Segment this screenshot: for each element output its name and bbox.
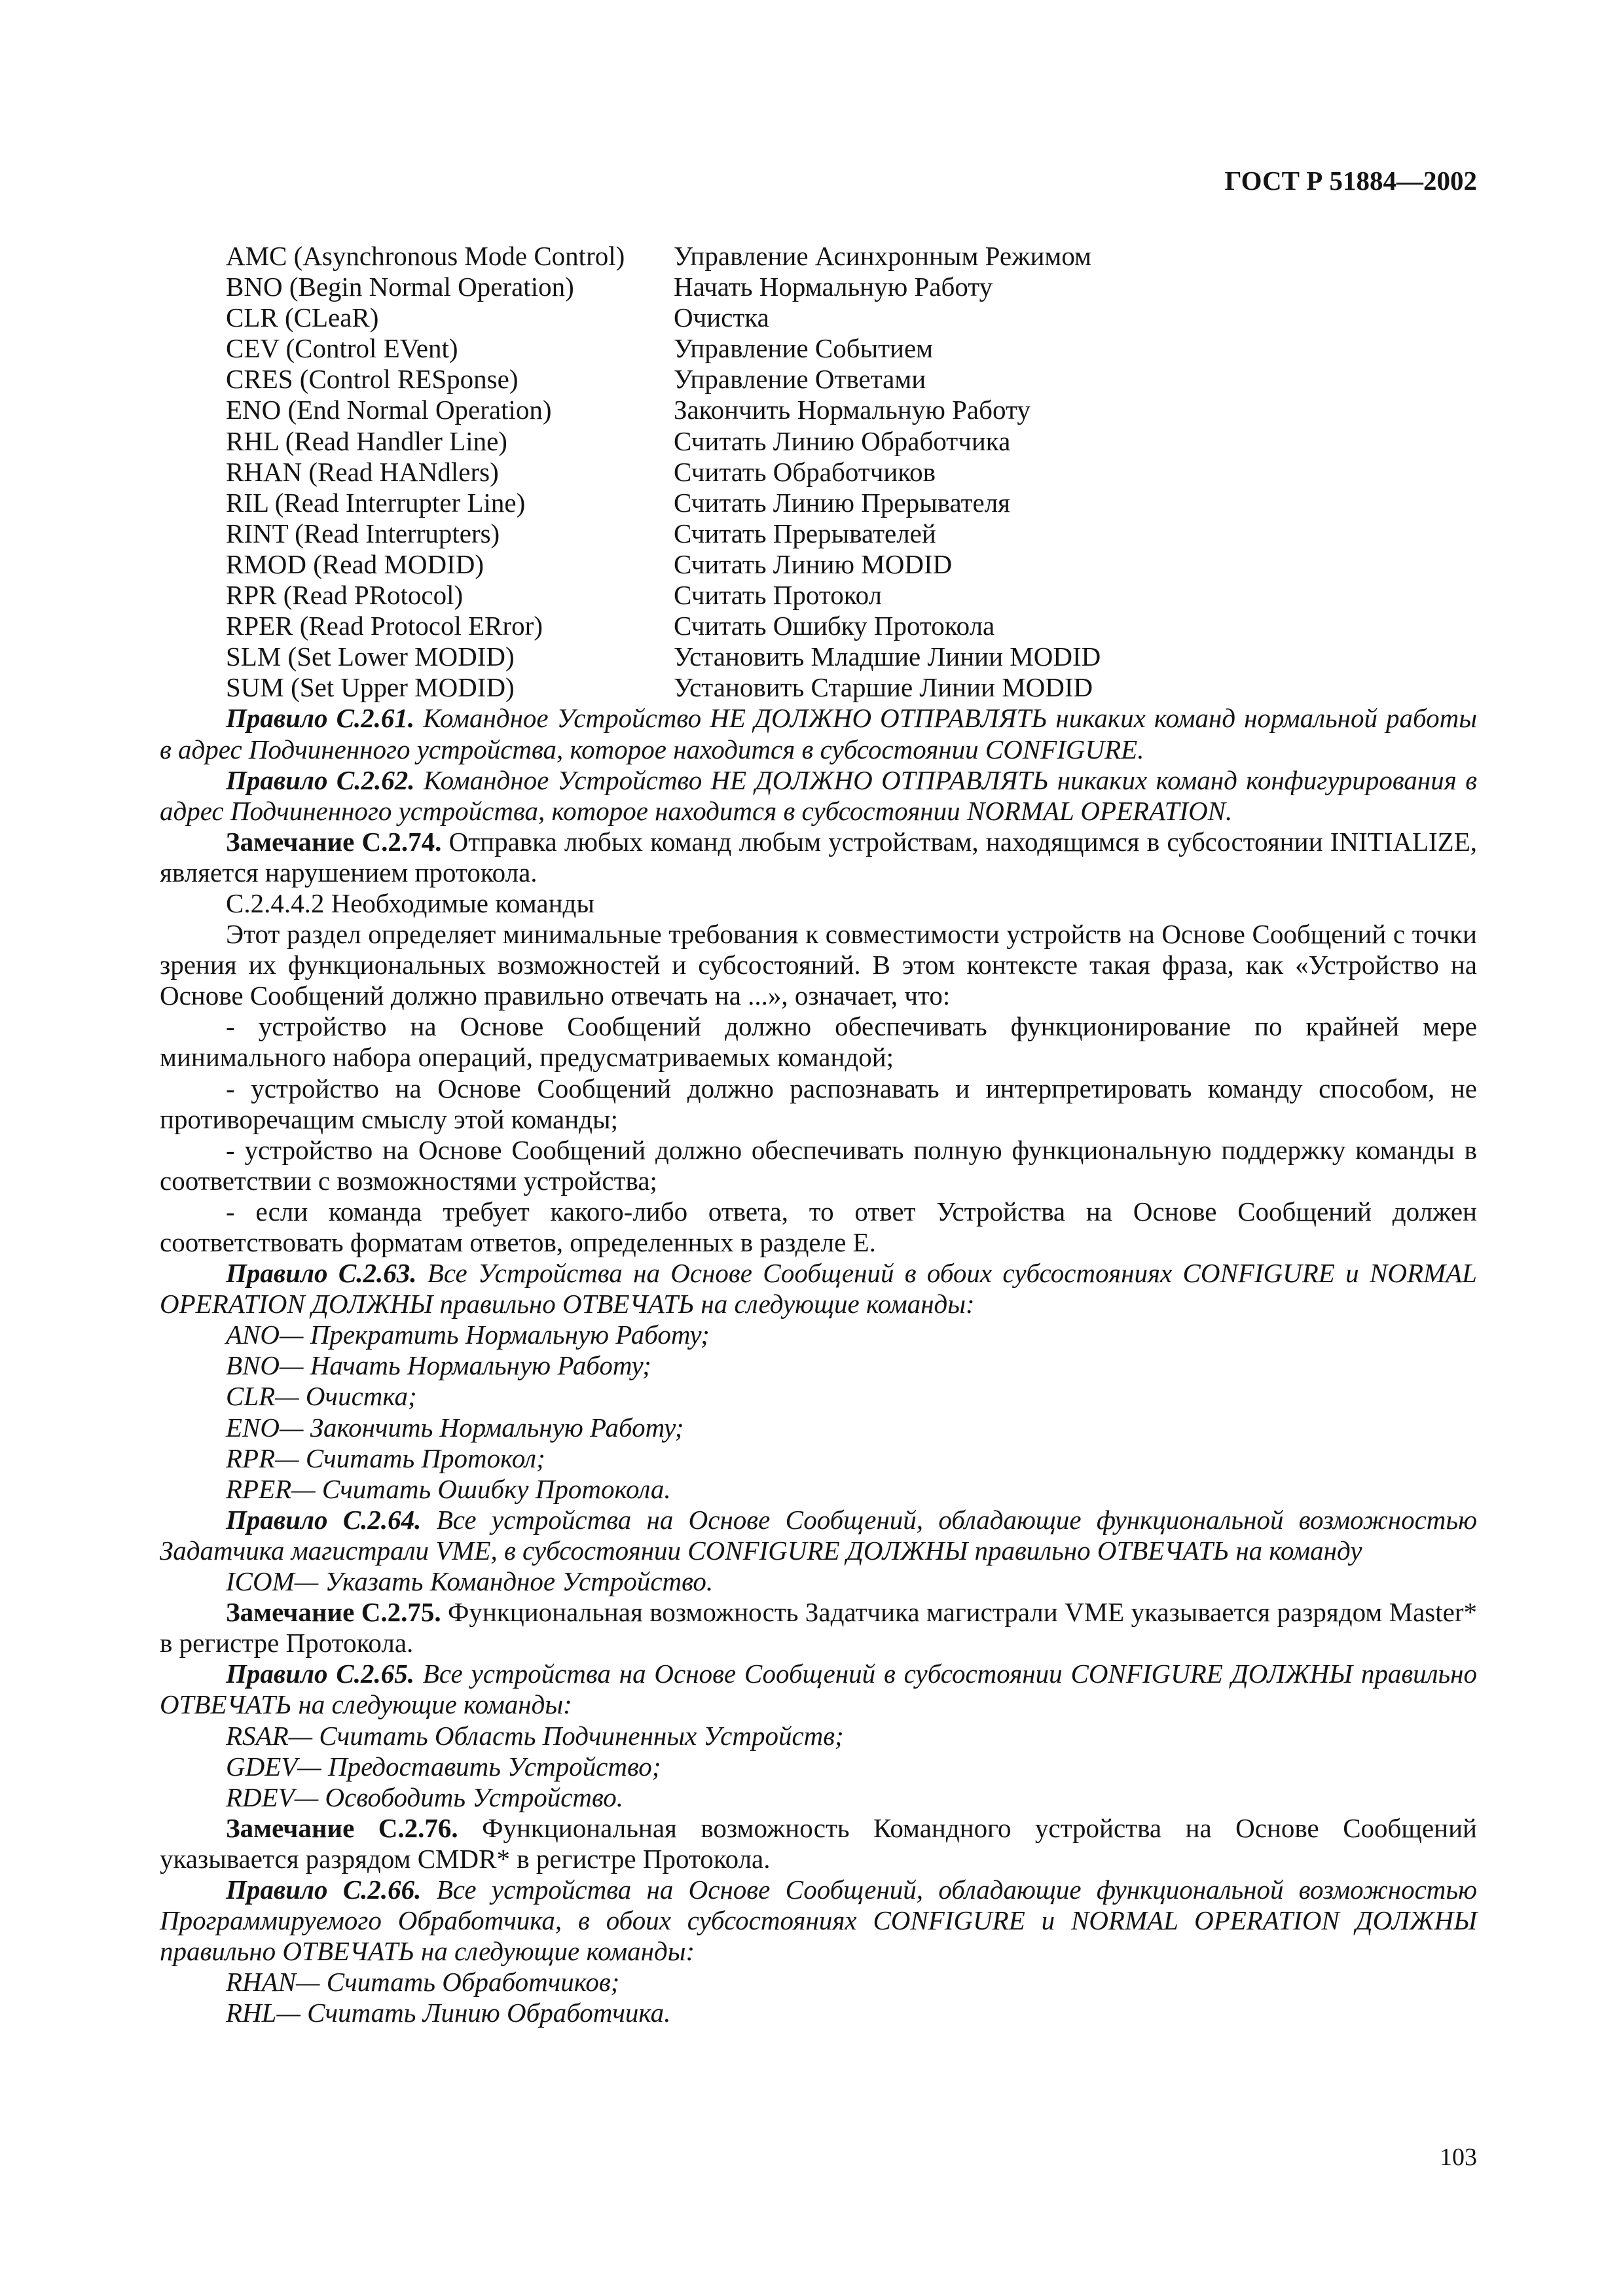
rule-label: Правило С.2.64. xyxy=(226,1504,422,1535)
term-row xyxy=(160,272,1477,302)
note-text: Функциональная возможность Задатчика магистрали VME указывается разрядом Master* в регистре Протокола. xyxy=(160,1597,1477,1659)
rule-label: Правило С.2.66. xyxy=(226,1874,422,1905)
term-row xyxy=(160,580,1477,611)
section-heading: С.2.4.4.2 Необходимые команды xyxy=(226,888,594,918)
term-translation: Очистка xyxy=(674,302,769,333)
term-abbreviation: RHL (Read Handler Line) xyxy=(226,425,507,456)
rule-c264 xyxy=(160,1505,1477,1566)
term-translation: Считать Обработчиков xyxy=(674,456,936,487)
page-content xyxy=(160,241,1477,2028)
command-item: RHL— Считать Линию Обработчика. xyxy=(226,1998,671,2028)
rule-label: Правило С.2.61. xyxy=(226,703,415,734)
command-item: ANO— Прекратить Нормальную Работу; xyxy=(226,1319,710,1350)
term-row xyxy=(160,672,1477,703)
command-item: RPR— Считать Протокол; xyxy=(226,1443,545,1473)
term-translation: Считать Прерывателей xyxy=(674,518,936,548)
rule-c261 xyxy=(160,703,1477,764)
term-row xyxy=(160,302,1477,333)
term-row xyxy=(160,364,1477,395)
rule-text: Командное Устройство НЕ ДОЛЖНО ОТПРАВЛЯТЬ никаких команд нормальной работы в адрес Подчиненного устройства, которое находится в субсостоянии CONFIGURE. xyxy=(160,703,1477,764)
bullet-item: - если команда требует какого-либо ответа, то ответ Устройства на Основе Сообщений должен соответствовать форматам ответов, определенных в разделе Е. xyxy=(160,1196,1477,1257)
term-abbreviation: RPER (Read Protocol ERror) xyxy=(226,611,543,641)
term-translation: Считать Протокол xyxy=(674,580,882,611)
bullet-item: - устройство на Основе Сообщений должно обеспечивать полную функциональную поддержку команды в соответствии с возможностями устройства; xyxy=(160,1134,1477,1196)
rule-label: Правило С.2.63. xyxy=(226,1258,417,1289)
term-row xyxy=(160,549,1477,580)
term-abbreviation: CEV (Control EVent) xyxy=(226,333,458,364)
term-translation: Начать Нормальную Работу xyxy=(674,272,993,302)
term-abbreviation: AMC (Asynchronous Mode Control) xyxy=(226,241,625,271)
term-translation: Считать Линию MODID xyxy=(674,548,953,579)
term-abbreviation: RMOD (Read MODID) xyxy=(226,548,484,579)
rule-text: Все устройства на Основе Сообщений, обладающие функциональной возможностью Задатчика магистрали VME, в субсостоянии CONFIGURE ДОЛЖНЫ правильно ОТВЕЧАТЬ на команду xyxy=(160,1504,1477,1566)
command-item: CLR— Очистка; xyxy=(226,1381,417,1412)
bullet-item: - устройство на Основе Сообщений должно распознавать и интерпретировать команду способом, не противоречащим смыслу этой команды; xyxy=(160,1073,1477,1134)
term-abbreviation: RIL (Read Interrupter Line) xyxy=(226,487,526,518)
rule-text: Все Устройства на Основе Сообщений в обоих субсостояниях CONFIGURE и NORMAL OPERATION ДОЛЖНЫ правильно ОТВЕЧАТЬ на следующие команды: xyxy=(160,1258,1477,1319)
document-header: ГОСТ Р 51884—2002 xyxy=(1224,166,1477,196)
term-translation: Управление Ответами xyxy=(674,364,926,395)
term-row xyxy=(160,395,1477,425)
note-text: Отправка любых команд любым устройствам, находящимся в субсостоянии INITIALIZE, является нарушением протокола. xyxy=(160,826,1477,888)
note-text: Функциональная возможность Командного устройства на Основе Сообщений указывается разрядом CMDR* в регистре Протокола. xyxy=(160,1812,1477,1874)
term-row xyxy=(160,333,1477,364)
command-item: RSAR— Считать Область Подчиненных Устройств; xyxy=(226,1720,844,1751)
term-abbreviation: SUM (Set Upper MODID) xyxy=(226,672,515,703)
rule-label: Правило С.2.62. xyxy=(226,764,415,795)
term-abbreviation: BNO (Begin Normal Operation) xyxy=(226,272,574,302)
command-item: RHAN— Считать Обработчиков; xyxy=(226,1967,620,1998)
intro-paragraph: Этот раздел определяет минимальные требования к совместимости устройств на Основе Сообщений с точки зрения их функциональных возможностей и субсостояний. В этом контексте такая фраза, как «Устройство на Основе Сообщений должно правильно отвечать на ...», означает, что: xyxy=(160,919,1477,1011)
term-translation: Управление Асинхронным Режимом xyxy=(674,241,1092,271)
term-row xyxy=(160,611,1477,641)
note-c275 xyxy=(160,1597,1477,1659)
command-item: ICOM— Указать Командное Устройство. xyxy=(226,1566,714,1597)
term-translation: Установить Старшие Линии MODID xyxy=(674,672,1093,703)
term-translation: Считать Линию Прерывателя xyxy=(674,487,1011,518)
rule-text: Все устройства на Основе Сообщений, обладающие функциональной возможностью Программируемого Обработчика, в обоих субсостояниях CONFIGURE и NORMAL OPERATION ДОЛЖНЫ правильно ОТВЕЧАТЬ на следующие команды: xyxy=(160,1874,1477,1967)
term-translation: Считать Ошибку Протокола xyxy=(674,611,995,641)
term-translation: Управление Событием xyxy=(674,333,934,364)
bullet-item: - устройство на Основе Сообщений должно обеспечивать функционирование по крайней мере минимального набора операций, предусматриваемых командой; xyxy=(160,1011,1477,1073)
rule-c263 xyxy=(160,1258,1477,1319)
rule-text: Все устройства на Основе Сообщений в субсостоянии CONFIGURE ДОЛЖНЫ правильно ОТВЕЧАТЬ на следующие команды: xyxy=(160,1659,1477,1720)
command-item: ENO— Закончить Нормальную Работу; xyxy=(226,1412,684,1443)
term-row xyxy=(160,426,1477,457)
term-row xyxy=(160,518,1477,549)
command-item: BNO— Начать Нормальную Работу; xyxy=(226,1350,651,1381)
note-label: Замечание С.2.74. xyxy=(226,826,442,857)
term-abbreviation: ENO (End Normal Operation) xyxy=(226,395,552,425)
rule-text: Командное Устройство НЕ ДОЛЖНО ОТПРАВЛЯТЬ никаких команд конфигурирования в адрес Подчиненного устройства, которое находится в субсостоянии NORMAL OPERATION. xyxy=(160,764,1477,826)
term-translation: Установить Младшие Линии MODID xyxy=(674,641,1101,672)
term-abbreviation: RHAN (Read HANdlers) xyxy=(226,456,499,487)
term-row xyxy=(160,641,1477,672)
term-abbreviation: SLM (Set Lower MODID) xyxy=(226,641,515,672)
rule-c266 xyxy=(160,1874,1477,1967)
term-row xyxy=(160,488,1477,518)
note-c274 xyxy=(160,827,1477,888)
note-label: Замечание С.2.76. xyxy=(226,1812,458,1843)
term-translation: Закончить Нормальную Работу xyxy=(674,395,1030,425)
command-item: RPER— Считать Ошибку Протокола. xyxy=(226,1473,671,1504)
term-abbreviation: CLR (CLeaR) xyxy=(226,302,379,333)
command-item: GDEV— Предоставить Устройство; xyxy=(226,1751,661,1782)
term-row xyxy=(160,241,1477,272)
term-abbreviation: CRES (Control RESponse) xyxy=(226,364,519,395)
page-number: 103 xyxy=(1440,2144,1477,2171)
command-item: RDEV— Освободить Устройство. xyxy=(226,1782,624,1812)
rule-c265 xyxy=(160,1659,1477,1720)
note-label: Замечание С.2.75. xyxy=(226,1597,441,1628)
term-abbreviation: RPR (Read PRotocol) xyxy=(226,580,464,611)
term-row xyxy=(160,457,1477,488)
note-c276 xyxy=(160,1813,1477,1874)
rule-label: Правило С.2.65. xyxy=(226,1659,414,1689)
term-abbreviation: RINT (Read Interrupters) xyxy=(226,518,500,548)
term-translation: Считать Линию Обработчика xyxy=(674,425,1011,456)
abbreviation-list xyxy=(160,241,1477,703)
rule-c262 xyxy=(160,765,1477,827)
